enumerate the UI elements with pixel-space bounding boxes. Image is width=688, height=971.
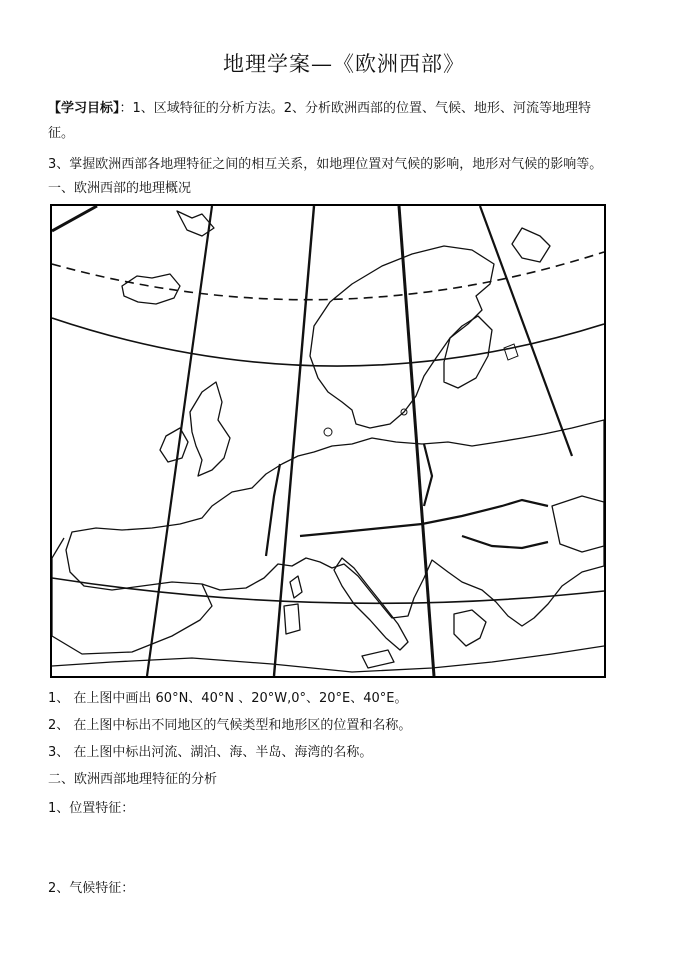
meridian-4 [399, 206, 434, 676]
iberia-outline [52, 538, 212, 654]
corsica-outline [290, 576, 302, 598]
objectives-line-1 [48, 96, 648, 121]
section-2-item-2: 2、气候特征： [48, 881, 135, 896]
black-sea-outline [552, 496, 604, 552]
objectives-line-3: 3、掌握欧洲西部各地理特征之间的相互关系，如地理位置对气候的影响，地形对气候的影响等。 [48, 157, 603, 172]
ireland-outline [160, 428, 188, 462]
mainland-europe-outline [66, 420, 604, 626]
sicily-outline [362, 650, 394, 668]
learning-objectives [48, 96, 648, 177]
objectives-text-1: ：1、区域特征的分析方法。2、分析欧洲西部的位置、气候、地形、河流等地理特 [119, 101, 592, 116]
task-3: 3、 在上图中标出河流、湖泊、海、半岛、海湾的名称。 [48, 745, 373, 760]
border-france-germany [266, 464, 280, 556]
north-africa-coast [52, 646, 604, 672]
svalbard-outline [512, 228, 550, 262]
border-germany-poland [424, 444, 432, 506]
scandinavia-outline [310, 246, 494, 428]
page-title: 地理学案—《欧洲西部》 [223, 52, 465, 76]
danish-islands-mark [324, 428, 332, 436]
finland-outline [444, 316, 492, 388]
europe-outline-map [50, 204, 606, 678]
meridian-1 [52, 206, 97, 231]
section-2-item-1: 1、位置特征： [48, 801, 135, 816]
parallel-line-north [52, 318, 604, 366]
parallel-line-south [52, 578, 604, 603]
greece-outline [454, 610, 486, 646]
meridian-3 [274, 206, 314, 676]
northern-islands-outline [177, 211, 214, 236]
sardinia-outline [284, 604, 300, 634]
border-balkans [462, 536, 548, 548]
section-1-heading: 一、欧洲西部的地理概况 [48, 181, 192, 196]
objectives-label: 【学习目标】 [48, 101, 120, 116]
task-1: 1、 在上图中画出 60°N、40°N 、20°W,0°、20°E、40°E。 [48, 691, 408, 706]
meridian-5 [480, 206, 572, 456]
task-2: 2、 在上图中标出不同地区的气候类型和地形区的位置和名称。 [48, 718, 412, 733]
section-2-heading: 二、欧洲西部地理特征的分析 [48, 772, 218, 787]
great-britain-outline [190, 382, 230, 476]
arctic-circle-line [52, 252, 604, 300]
objectives-line-2: 征。 [48, 126, 75, 141]
map-drawing [52, 206, 604, 676]
